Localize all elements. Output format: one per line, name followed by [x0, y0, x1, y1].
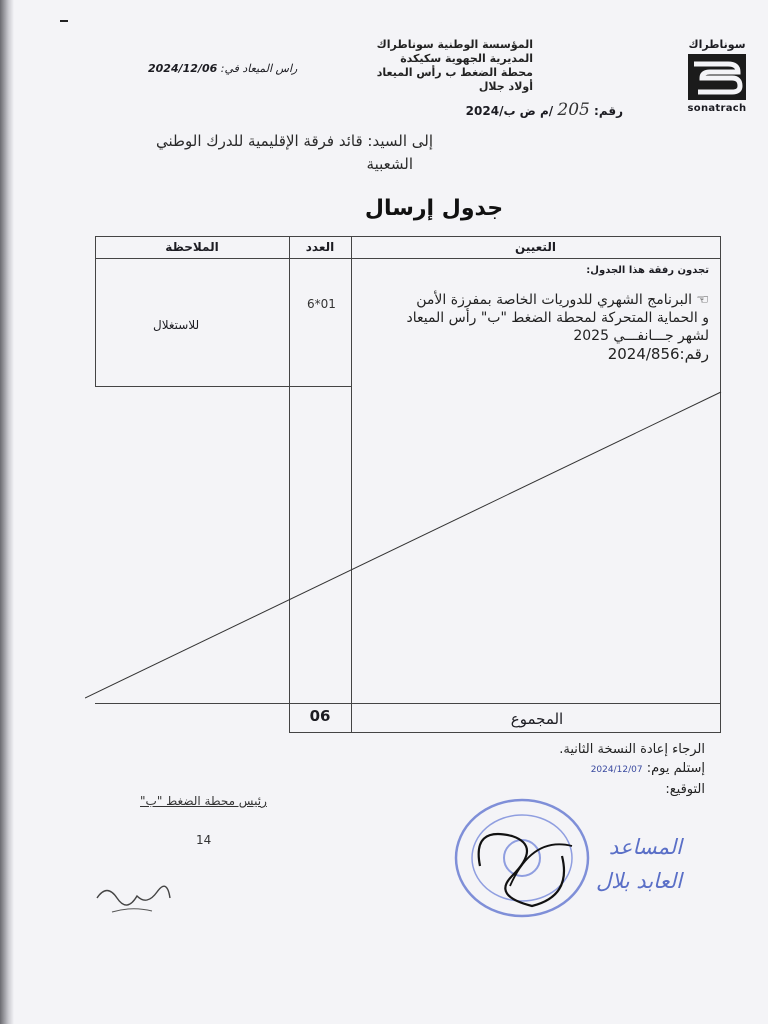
addressee-line-2: الشعبية: [366, 155, 413, 173]
receipt-block: [559, 740, 705, 799]
logo-mark-icon: [688, 54, 746, 100]
ref-handwritten-number: 205: [557, 100, 590, 120]
reference-number: [466, 100, 623, 120]
receiver-handwritten-name: [596, 830, 682, 898]
org-line-3: محطة الضغط ب رأس الميعاد: [376, 66, 533, 79]
ref-label: رقم:: [594, 104, 623, 118]
table-border-left: [95, 236, 96, 386]
item-description: [364, 291, 709, 363]
received-date: 2024/12/07: [590, 765, 643, 775]
received-label: إستلم يوم:: [646, 761, 705, 776]
org-line-2: المديرية الجهوية سكيكدة: [400, 52, 533, 65]
pointing-hand-icon: ☜: [691, 292, 709, 308]
document-title: جدول إرسال: [364, 196, 504, 221]
table-header-divider: [95, 258, 721, 259]
sonatrach-logo: [684, 38, 750, 118]
station-chief-code: 14: [196, 833, 212, 847]
addressee-line-1: إلى السيد: قائد فرقة الإقليمية للدرك الوطني: [156, 132, 433, 150]
ref-suffix: /م ض ب/2024: [465, 104, 554, 118]
scan-mark: [60, 20, 68, 22]
item-line-2: و الحماية المتحركة لمحطة الضغط "ب" رأس الميعاد: [406, 310, 709, 326]
station-chief-title: رئيس محطة الضغط "ب": [140, 794, 267, 808]
item-line-4: رقم:2024/856: [607, 345, 709, 363]
table-border-bottom: [289, 732, 721, 733]
item-line-1: البرنامج الشهري للدوريات الخاصة بمفرزة الأمن: [416, 292, 692, 308]
table-border-top: [95, 236, 721, 237]
item-count: 6*01: [307, 297, 336, 311]
header-designation: التعيين: [515, 240, 556, 254]
total-label: المجموع: [510, 710, 564, 728]
org-line-1: المؤسسة الوطنية سوناطراك: [376, 38, 533, 51]
item-line-3: لشهر جـــانفـــي 2025: [573, 328, 709, 344]
org-line-4: أولاد جلال: [478, 80, 533, 93]
header-note: الملاحظة: [165, 240, 219, 254]
receiver-rank: المساعد: [608, 835, 682, 859]
dispatch-table: [95, 236, 721, 733]
organization-header: [377, 38, 533, 94]
return-copy-note: الرجاء إعادة النسخة الثانية.: [559, 742, 705, 757]
date-value: 2024/12/06: [148, 62, 218, 75]
cancellation-diagonal: [85, 386, 725, 706]
issue-date: [148, 62, 297, 75]
addressee: [133, 130, 433, 176]
item-note: للاستغلال: [153, 318, 200, 332]
logo-arabic-text: سوناطراك: [688, 38, 746, 51]
signature-label: التوقيع:: [665, 782, 705, 797]
receiver-name: العابد بلال: [596, 869, 682, 893]
date-label: راس الميعاد في:: [220, 62, 298, 75]
sender-handwritten-signature: [92, 878, 172, 922]
official-stamp: [452, 796, 592, 920]
scan-page-edge: [0, 0, 14, 1024]
header-count: العدد: [305, 240, 335, 254]
item-intro: تجدون رفقة هذا الجدول:: [586, 265, 709, 276]
total-value: 06: [309, 707, 331, 725]
logo-latin-text: sonatrach: [687, 103, 747, 114]
